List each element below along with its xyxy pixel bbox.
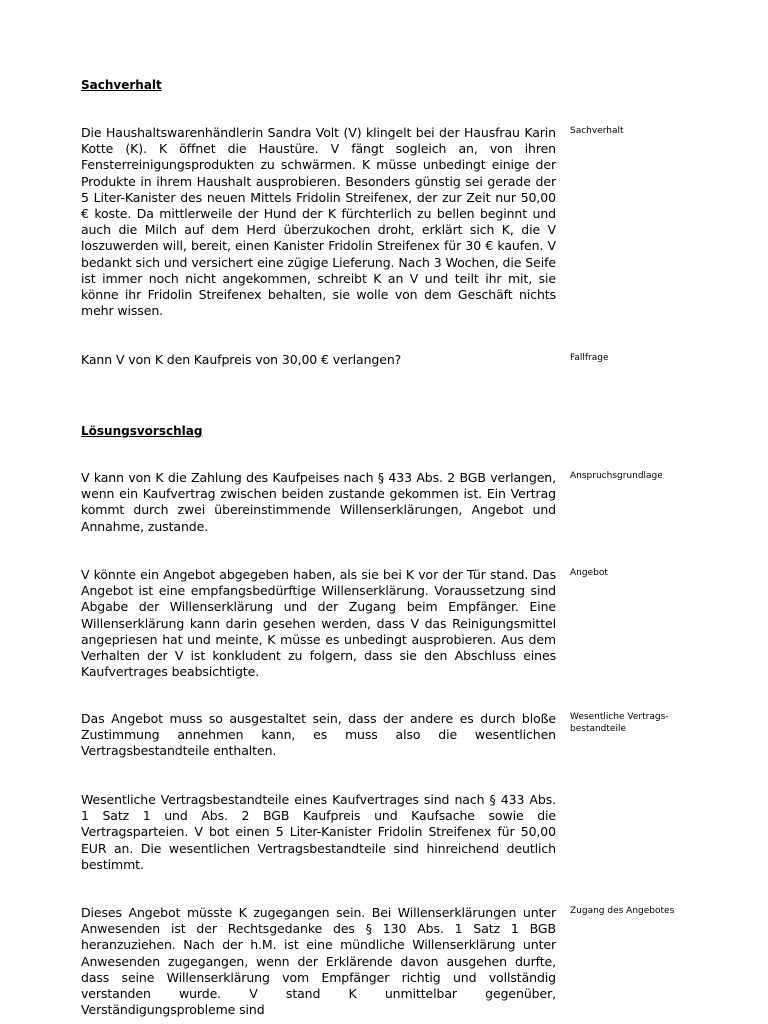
margin-note-angebot: Angebot: [570, 568, 608, 578]
paragraph-angebot: V könnte ein Angebot abgegeben haben, als sie bei K vor der Tür stand. Das Angebot ist eine empfangsbedürftige Willenserklärung. Voraussetzung sind Abgabe der Willenserklärung und der Zugang beim Empfänger. Eine Willenserklärung kann darin gesehen werden, dass V das Reinigungsmittel angepriesen hat und meinte, K müsse es unbedingt ausprobieren. Aus dem Verhalten der V ist konkludent zu folgern, dass sie den Abschluss eines Kaufvertrages beabsichtigte.: [81, 567, 556, 680]
margin-note-wesentliche-vertragsbestandteile: Wesentliche Vertrags-bestandteile: [570, 712, 669, 734]
paragraph-sachverhalt: Die Haushaltswarenhändlerin Sandra Volt (V) klingelt bei der Hausfrau Karin Kotte (K). K öffnet die Haustüre. V fängt sogleich an, von ihren Fensterreinigungsprodukten zu schwärmen. K müsse unbedingt einige der Produkte in ihrem Haushalt ausprobieren. Besonders günstig sei gerade der 5 Liter-Kanister des neuen Mittels Fridolin Streifenex, der zur Zeit nur 50,00 € koste. Da mittlerweile der Hund der K fürchterlich zu bellen beginnt und auch die Milch auf dem Herd überzukochen droht, erklärt sich K, die V loszuwerden will, bereit, einen Kanister Fridolin Streifenex für 30 € kaufen. V bedankt sich und versichert eine zügige Lieferung. Nach 3 Wochen, die Seife ist immer noch nicht angekommen, schreibt K an V und teilt ihr mit, sie könne ihr Fridolin Streifenex behalten, sie wolle von dem Geschäft nichts mehr wissen.: [81, 125, 556, 319]
paragraph-vertragsbestandteile-kaufvertrag: Wesentliche Vertragsbestandteile eines Kaufvertrages sind nach § 433 Abs. 1 Satz 1 und Abs. 2 BGB Kaufpreis und Kaufsache sowie die Vertragsparteien. V bot einen 5 Liter-Kanister Fridolin Streifenex für 50,00 EUR an. Die wesentlichen Vertragsbestandteile sind hinreichend deutlich bestimmt.: [81, 792, 556, 872]
paragraph-zugang: Dieses Angebot müsste K zugegangen sein. Bei Willenserklärungen unter Anwesenden ist der Rechtsgedanke des § 130 Abs. 1 Satz 1 BGB heranzuziehen. Nach der h.M. ist eine mündliche Willenserklärung unter Anwesenden zugegangen, wenn der Erklärende davon ausgehen durfte, dass seine Willenserklärung vom Empfänger richtig und vollständig verstanden wurde. V stand K unmittelbar gegenüber, Verständigungsprobleme sind: [81, 905, 556, 1018]
heading-sachverhalt: Sachverhalt: [81, 78, 162, 92]
heading-loesungsvorschlag: Lösungsvorschlag: [81, 424, 203, 438]
margin-note-sachverhalt: Sachverhalt: [570, 126, 624, 136]
margin-note-anspruchsgrundlage: Anspruchsgrundlage: [570, 471, 663, 481]
margin-note-zugang-des-angebotes: Zugang des Angebotes: [570, 906, 675, 916]
paragraph-fallfrage: Kann V von K den Kaufpreis von 30,00 € verlangen?: [81, 352, 402, 367]
margin-note-fallfrage: Fallfrage: [570, 353, 609, 363]
paragraph-anspruchsgrundlage: V kann von K die Zahlung des Kaufpeises nach § 433 Abs. 2 BGB verlangen, wenn ein Kaufvertrag zwischen beiden zustande gekommen ist. Ein Vertrag kommt durch zwei übereinstimmende Willenserklärungen, Angebot und Annahme, zustande.: [81, 470, 556, 534]
paragraph-wesentliche-bestandteile: Das Angebot muss so ausgestaltet sein, dass der andere es durch bloße Zustimmung annehmen kann, es muss also die wesentlichen Vertragsbestandteile enthalten.: [81, 711, 556, 759]
